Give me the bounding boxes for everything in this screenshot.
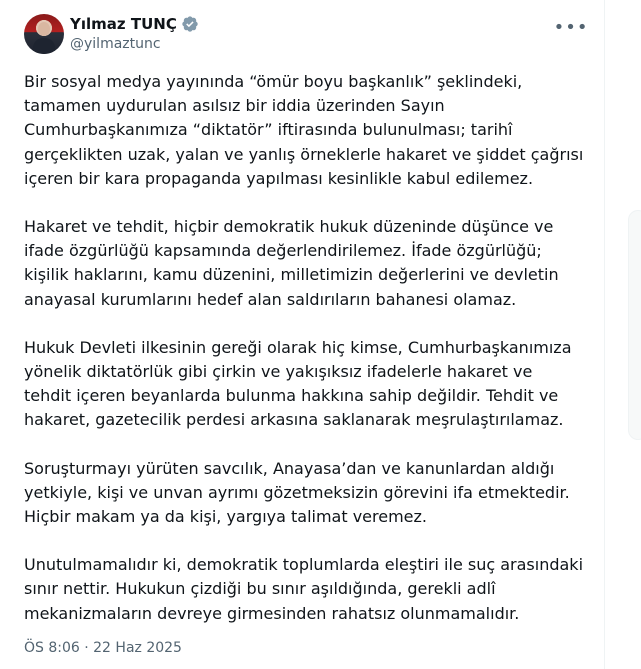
author-name-row (70, 14, 199, 34)
tweet-paragraph: Bir sosyal medya yayınında “ömür boyu başkanlık” şeklindeki, tamamen uydurulan asılsız bir iddia üzerinden Sayın Cumhurbaşkanımıza “diktatör” iftirasında bulunulması; tarihî gerçeklikten uzak, yalan ve yanlış örneklerle hakaret ve şiddet çağrısı içeren bir kara propaganda yapılması kesinlikle kabul edilemez. (24, 72, 584, 188)
tweet-paragraph: Hukuk Devleti ilkesinin gereği olarak hiç kimse, Cumhurbaşkanımıza yönelik diktatörlük gibi çirkin ve yakışıksız ifadelerle hakaret ve tehdit içeren beyanlarda bulunma hakkına sahip değildir. Tehdit ve hakaret, gazetecilik perdesi arkasına saklanarak meşrulaştırılamaz. (24, 337, 572, 430)
tweet-header (24, 12, 588, 56)
tweet-text (24, 70, 584, 626)
sidebar-card (628, 210, 641, 440)
tweet-paragraph: Hakaret ve tehdit, hiçbir demokratik hukuk düzeninde düşünce ve ifade özgürlüğü kapsamında değerlendirilemez. İfade özgürlüğü; kişilik haklarını, kamu düzenini, milletimizin değerlerini ve devletin anayasal kurumlarını hedef alan saldırıların bahanesi olamaz. (24, 217, 559, 309)
author-handle[interactable]: @yilmaztunc (70, 36, 161, 52)
author-block (70, 14, 199, 54)
tweet-paragraph: Unutulmamalıdır ki, demokratik toplumlarda eleştiri ile suç arasındaki sınır nettir. Hukukun çizdiği bu sınır aşıldığında, gerekli adlî mekanizmaların devreye girmesinden rahatsız olunmamalıdır. (24, 555, 584, 623)
avatar[interactable] (24, 14, 64, 54)
more-options-button[interactable] (554, 14, 588, 40)
avatar-suit (33, 38, 55, 54)
avatar-face (38, 22, 50, 36)
author-display-name[interactable]: Yılmaz TUNÇ (70, 15, 177, 33)
more-horizontal-icon: ••• (553, 16, 589, 38)
tweet-timestamp[interactable]: ÖS 8:06 · 22 Haz 2025 (24, 640, 182, 656)
tweet-paragraph: Soruşturmayı yürüten savcılık, Anayasa’dan ve kanunlardan aldığı yetkiyle, kişi ve unvan ayrımı gözetmeksizin görevini ifa etmektedir. Hiçbir makam ya da kişi, yargıya talimat veremez. (24, 458, 570, 527)
verified-badge-icon[interactable] (181, 15, 199, 33)
